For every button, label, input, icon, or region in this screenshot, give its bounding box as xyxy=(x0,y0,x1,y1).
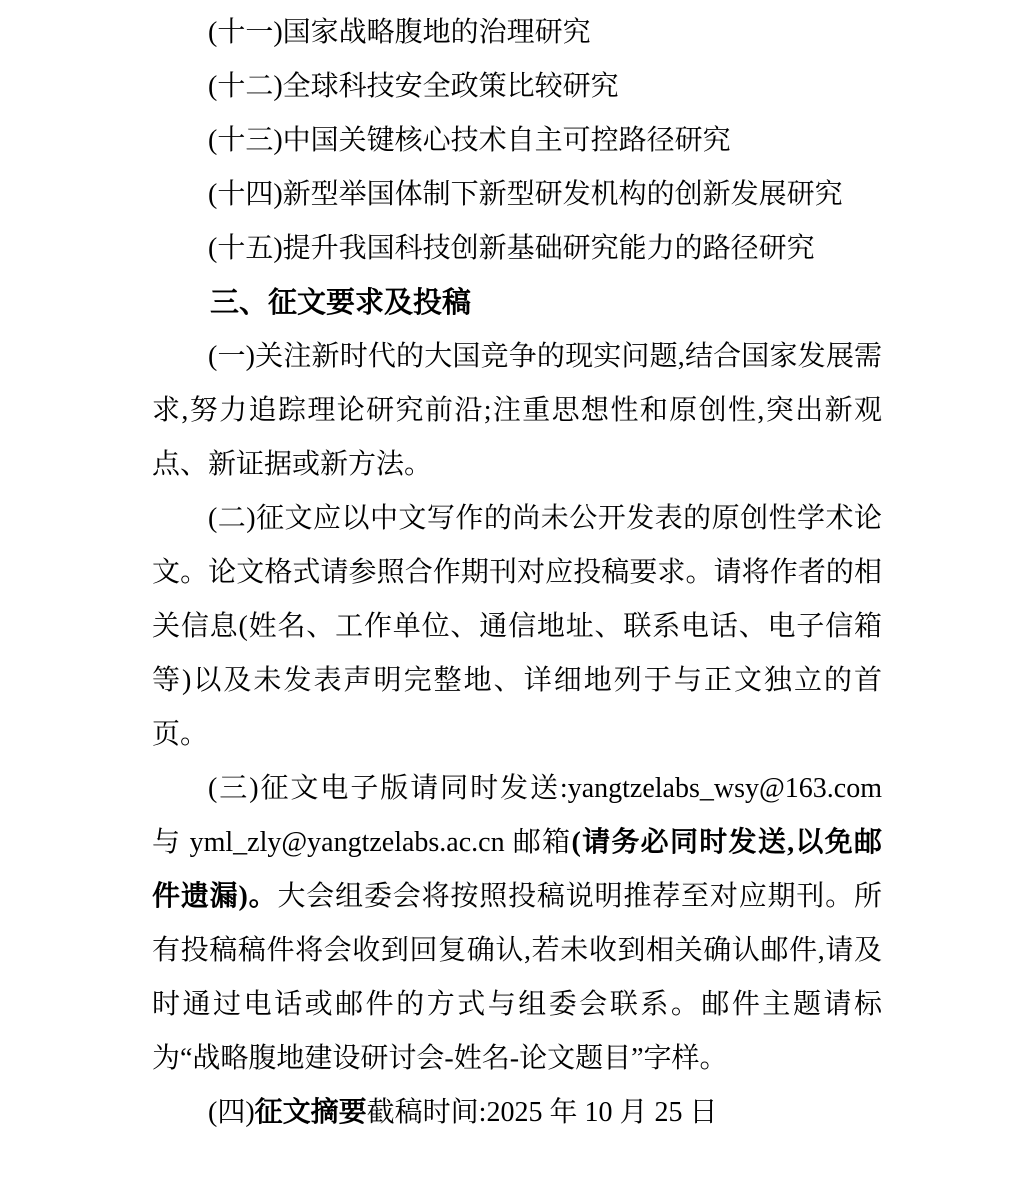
bold-abstract-label: 征文摘要 xyxy=(254,1097,367,1128)
text-run: (十一)国家战略腹地的治理研究 xyxy=(208,17,591,48)
paragraph-topic-12 xyxy=(152,60,882,114)
text-run: (十四)新型举国体制下新型研发机构的创新发展研究 xyxy=(208,179,843,210)
email-address: yangtzelabs_wsy@163.com xyxy=(567,773,882,804)
text-run: (一)关注新时代的大国竞争的现实问题,结合国家发展需求,努力追踪理论研究前沿;注重思想性和原创性,突出新观点、新证据或新方法。 xyxy=(152,341,882,480)
paragraph-requirement-2 xyxy=(152,492,882,762)
deadline-text: 截稿时间:2025 年 10 月 25 日 xyxy=(366,1097,718,1128)
text-run: (二)征文应以中文写作的尚未公开发表的原创性学术论文。论文格式请参照合作期刊对应投稿要求。请将作者的相关信息(姓名、工作单位、通信地址、联系电话、电子信箱等)以及未发表声明完整地、详细地列于与正文独立的首页。 xyxy=(152,503,882,750)
text-run: (三)征文电子版请同时发送: xyxy=(208,773,568,804)
bold-warning-text: (请务必同时发送,以免邮件遗漏)。 xyxy=(152,827,882,912)
text-run: (十三)中国关键核心技术自主可控路径研究 xyxy=(208,125,731,156)
text-run: (四) xyxy=(208,1097,255,1128)
paragraph-topic-13 xyxy=(152,114,882,168)
paragraph-requirement-4 xyxy=(152,1086,882,1140)
text-run: (十二)全球科技安全政策比较研究 xyxy=(208,71,619,102)
paragraph-topic-14 xyxy=(152,168,882,222)
section-heading xyxy=(152,276,882,330)
email-address: yml_zly@yangtzelabs.ac.cn xyxy=(189,827,505,858)
paragraph-requirement-1 xyxy=(152,330,882,492)
heading-text: 三、征文要求及投稿 xyxy=(210,287,472,319)
paragraph-topic-15 xyxy=(152,222,882,276)
text-run: 大会组委会将按照投稿说明推荐至对应期刊。所有投稿稿件将会收到回复确认,若未收到相关确认邮件,请及时通过电话或邮件的方式与组委会联系。邮件主题请标为“战略腹地建设研讨会-姓名-论文题目”字样。 xyxy=(152,881,882,1074)
text-run: (十五)提升我国科技创新基础研究能力的路径研究 xyxy=(208,233,815,264)
text-run: 邮箱 xyxy=(504,827,572,858)
text-run: 与 xyxy=(152,827,190,858)
paragraph-requirement-3 xyxy=(152,762,882,1086)
paragraph-topic-11 xyxy=(152,6,882,60)
